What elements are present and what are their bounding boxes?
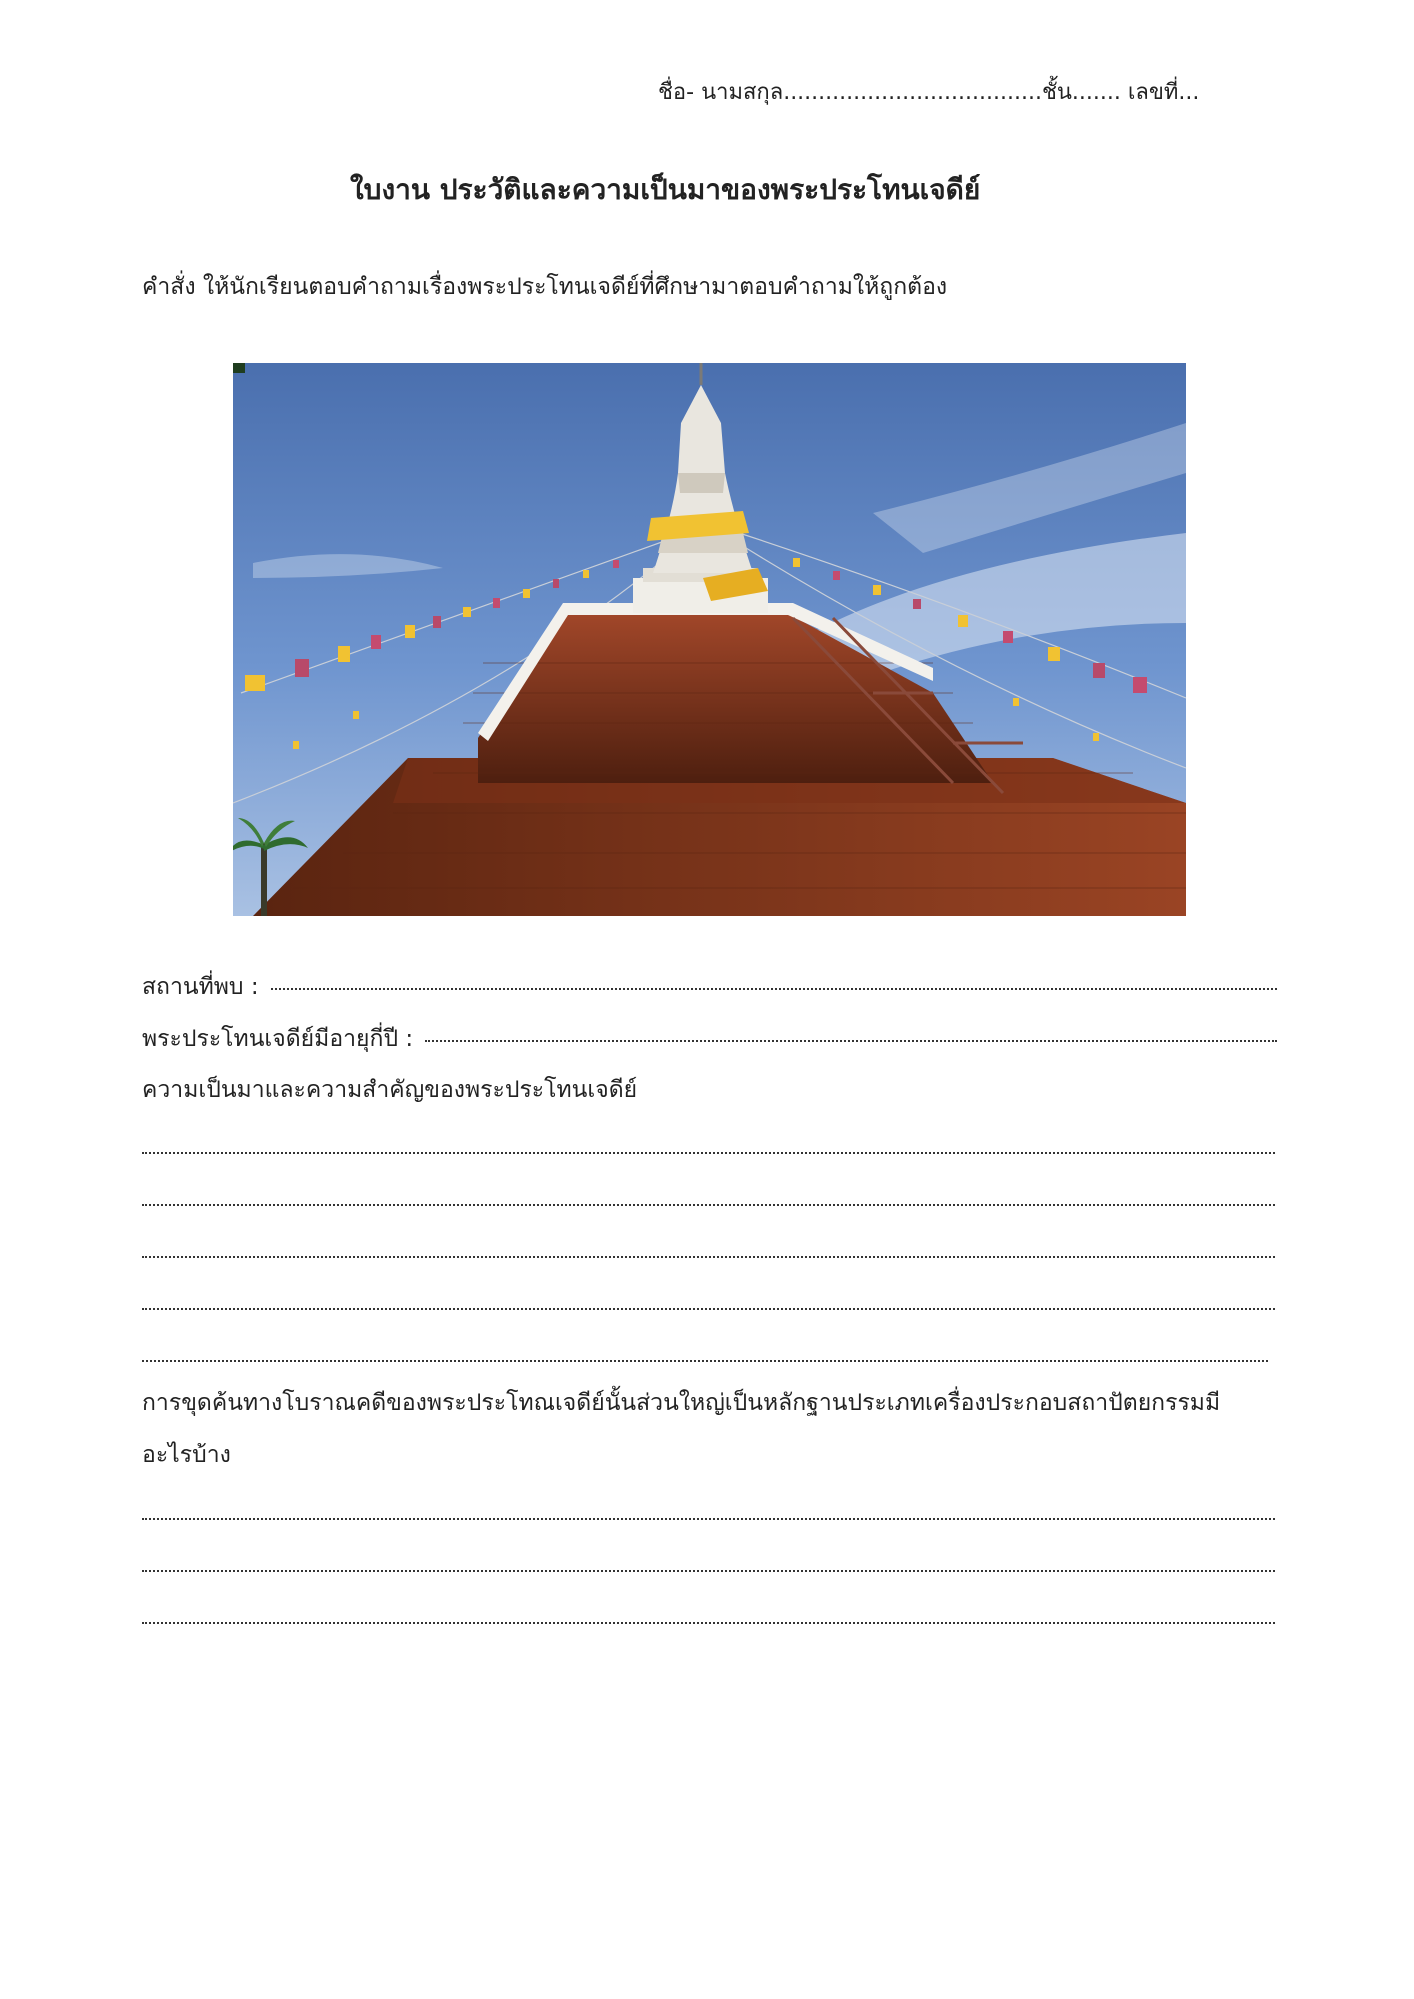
age-answer-line[interactable] — [425, 1040, 1277, 1042]
location-answer-line[interactable] — [271, 988, 1277, 990]
page-title: ใบงาน ประวัติและความเป็นมาของพระประโทนเจดีย์ — [350, 173, 981, 206]
excavation-answer-line-1[interactable] — [142, 1518, 1275, 1520]
student-info-line: ชื่อ- นามสกุล.....................................ชั้น....... เลขที่... — [658, 80, 1200, 105]
chedi-photo — [233, 363, 1186, 916]
excavation-question-line-1: การขุดค้นทางโบราณคดีของพระประโทณเจดีย์นั้นส่วนใหญ่เป็นหลักฐานประเภทเครื่องประกอบสถาปัตยกรรมมี — [142, 1390, 1221, 1416]
excavation-answer-line-2[interactable] — [142, 1570, 1275, 1572]
location-label: สถานที่พบ : — [142, 974, 259, 1000]
age-label: พระประโทนเจดีย์มีอายุกี่ปี : — [142, 1026, 414, 1052]
history-answer-line-5[interactable] — [142, 1360, 1268, 1362]
history-answer-line-4[interactable] — [142, 1308, 1275, 1310]
excavation-answer-line-3[interactable] — [142, 1622, 1275, 1624]
location-field — [142, 972, 1277, 1002]
history-answer-line-2[interactable] — [142, 1204, 1275, 1206]
history-answer-line-3[interactable] — [142, 1256, 1275, 1258]
instruction-text: คำสั่ง ให้นักเรียนตอบคำถามเรื่องพระประโทนเจดีย์ที่ศึกษามาตอบคำถามให้ถูกต้อง — [142, 274, 948, 300]
age-field — [142, 1024, 1277, 1054]
excavation-question-line-2: อะไรบ้าง — [142, 1442, 231, 1468]
history-question: ความเป็นมาและความสำคัญของพระประโทนเจดีย์ — [142, 1077, 638, 1103]
history-answer-line-1[interactable] — [142, 1152, 1275, 1154]
